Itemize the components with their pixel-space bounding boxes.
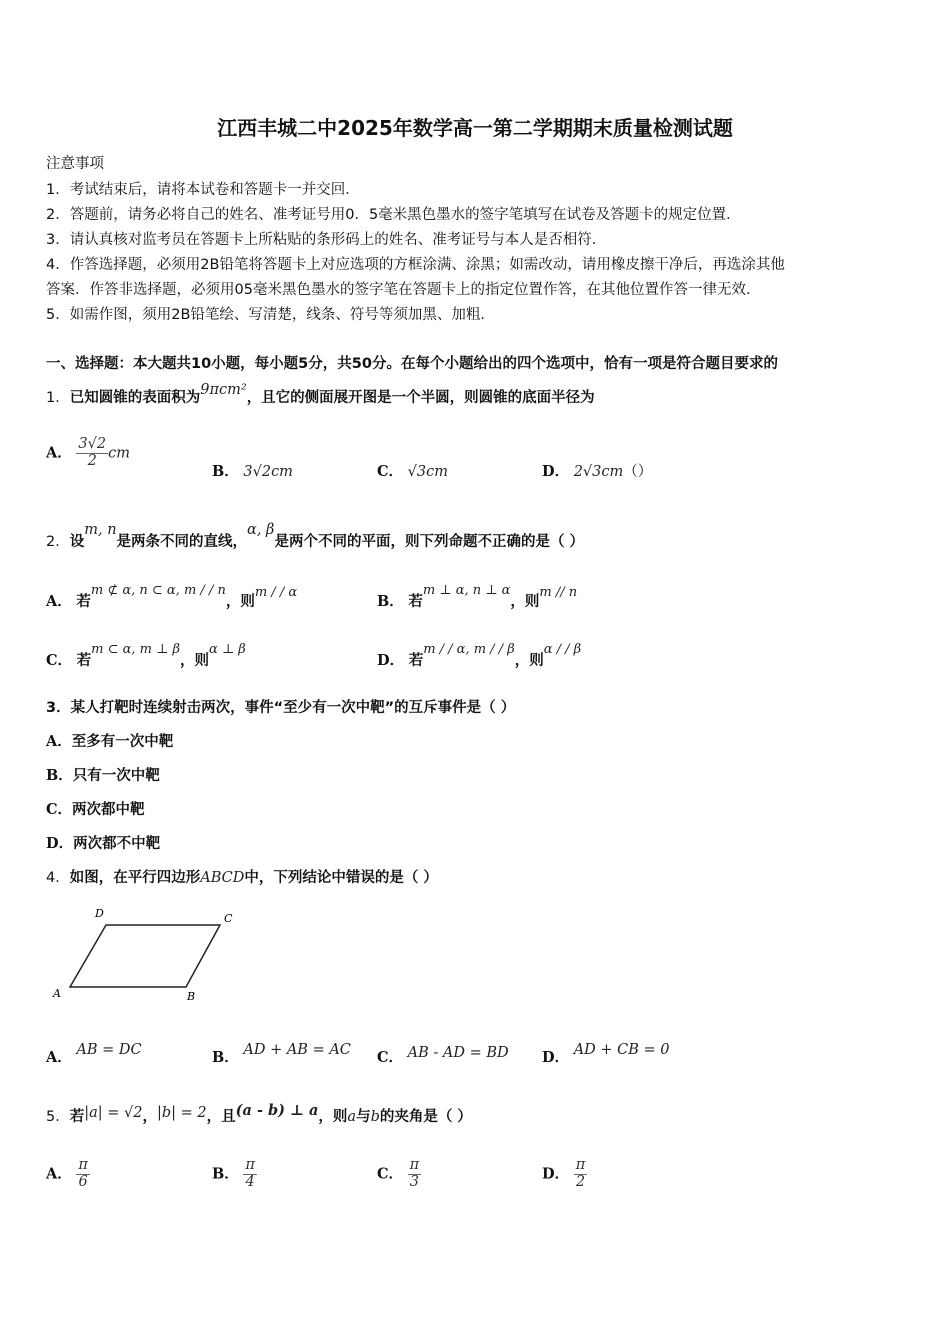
fraction-numerator: 3√2 bbox=[78, 436, 107, 452]
parallelogram-shape bbox=[70, 925, 220, 987]
option-math: m ⊂ α, m ⊥ β bbox=[91, 642, 181, 657]
parallelogram-figure bbox=[50, 905, 250, 1005]
question-number: 1． bbox=[46, 390, 70, 406]
option-label: B． bbox=[212, 1165, 239, 1183]
question-text: ，则 bbox=[318, 1109, 348, 1125]
question-text: 的夹角是（ ） bbox=[379, 1109, 472, 1125]
math-expression: 9πcm² bbox=[200, 382, 247, 398]
notice-item: 答案．作答非选择题，必须用05毫米黑色墨水的签字笔在答题卡上的指定位置作答，在其他位置作答一律无效． bbox=[46, 282, 761, 298]
question-text: 中，下列结论中错误的是（ ） bbox=[244, 870, 438, 886]
option-label: B． bbox=[212, 1049, 239, 1066]
option-text: ，则 bbox=[225, 594, 255, 610]
option-label: C． bbox=[377, 1165, 404, 1183]
math-expression: b bbox=[370, 1109, 380, 1125]
notice-item: 4．作答选择题，必须用2B铅笔将答题卡上对应选项的方框涂满、涂黑；如需改动，请用橡皮擦干净后，再选涂其他 bbox=[46, 257, 785, 273]
fraction bbox=[76, 1158, 90, 1191]
q1-option-b[interactable] bbox=[212, 460, 293, 481]
question-text: ， bbox=[142, 1109, 157, 1125]
question-5 bbox=[46, 1102, 472, 1126]
question-text: 若 bbox=[69, 1109, 85, 1125]
fraction-numerator: π bbox=[245, 1157, 255, 1173]
option-label: A． bbox=[46, 1165, 72, 1183]
question-number: 5． bbox=[46, 1109, 70, 1125]
option-text: 两次都不中靶 bbox=[73, 836, 161, 852]
q5-option-b[interactable] bbox=[212, 1158, 257, 1191]
math-expression: |a| = √2 bbox=[84, 1105, 143, 1121]
option-text: ，则 bbox=[180, 653, 210, 669]
option-text: 若 bbox=[408, 594, 423, 610]
q3-option-c[interactable] bbox=[46, 798, 145, 819]
section-heading: 一、选择题：本大题共10小题，每小题5分，共50分。在每个小题给出的四个选项中，恰有一项是符合题目要求的 bbox=[46, 356, 778, 372]
question-text: 是两个不同的平面，则下列命题不正确的是（ ） bbox=[274, 534, 584, 550]
notice-item: 2．答题前，请务必将自己的姓名、准考证号用0．5毫米黑色墨水的签字笔填写在试卷及答题卡的规定位置． bbox=[46, 207, 741, 223]
option-text: 若 bbox=[408, 653, 424, 669]
vertex-label-b: B bbox=[187, 990, 196, 1003]
notice-item: 1．考试结束后，请将本试卷和答题卡一并交回． bbox=[46, 182, 360, 198]
option-math: m // n bbox=[539, 585, 578, 600]
math-expression: (a - b) ⊥ a bbox=[235, 1102, 319, 1119]
question-text: 如图，在平行四边形 bbox=[69, 870, 201, 886]
option-text: 只有一次中靶 bbox=[72, 768, 160, 784]
q2-option-d[interactable] bbox=[377, 642, 582, 670]
fraction bbox=[408, 1158, 422, 1191]
q2-option-b[interactable] bbox=[377, 583, 578, 611]
option-label: D． bbox=[542, 1049, 570, 1066]
q5-option-d[interactable] bbox=[542, 1158, 587, 1191]
math-expression: α, β bbox=[247, 522, 275, 538]
page-title: 江西丰城二中2025年数学高一第二学期期末质量检测试题 bbox=[217, 116, 733, 140]
unit: cm bbox=[108, 445, 130, 462]
option-math: α ⊥ β bbox=[209, 642, 246, 657]
option-text: ，则 bbox=[514, 653, 544, 669]
option-label: A． bbox=[46, 593, 72, 610]
option-label: B． bbox=[377, 593, 404, 610]
option-text: 两次都中靶 bbox=[72, 802, 145, 818]
q4-option-d[interactable] bbox=[542, 1042, 670, 1067]
option-math: α / / β bbox=[543, 642, 582, 657]
option-math: AD + AB = AC bbox=[243, 1042, 351, 1058]
option-math: 3√2cm bbox=[243, 464, 293, 480]
fraction-denominator: 2 bbox=[87, 452, 97, 469]
option-text: 至多有一次中靶 bbox=[71, 734, 174, 750]
vertex-label-d: D bbox=[95, 907, 104, 920]
question-text: ，且它的侧面展开图是一个半圆，则圆锥的底面半径为 bbox=[246, 390, 595, 406]
q3-option-b[interactable] bbox=[46, 764, 160, 785]
option-label: C． bbox=[46, 801, 73, 818]
option-label: D． bbox=[377, 652, 405, 669]
question-3: 3．某人打靶时连续射击两次，事件“至少有一次中靶”的互斥事件是（ ） bbox=[46, 700, 516, 716]
option-label: D． bbox=[46, 835, 74, 852]
option-math: m / / α, m / / β bbox=[423, 642, 515, 657]
option-label: A． bbox=[46, 444, 72, 462]
q4-option-b[interactable] bbox=[212, 1042, 351, 1067]
option-label: A． bbox=[46, 1049, 72, 1066]
question-text: 已知圆锥的表面积为 bbox=[69, 390, 201, 406]
q4-option-c[interactable] bbox=[377, 1046, 509, 1067]
option-label: C． bbox=[377, 463, 404, 480]
option-text: ，则 bbox=[510, 594, 540, 610]
question-number: 2． bbox=[46, 534, 70, 550]
option-label: D． bbox=[542, 463, 570, 480]
option-label: B． bbox=[46, 767, 73, 784]
fraction-numerator: π bbox=[409, 1157, 420, 1173]
fraction bbox=[574, 1158, 588, 1191]
option-label: C． bbox=[46, 652, 73, 669]
question-1 bbox=[46, 382, 595, 407]
question-number: 4． bbox=[46, 870, 70, 886]
notice-item: 3．请认真核对监考员在答题卡上所粘贴的条形码上的姓名、准考证号与本人是否相符． bbox=[46, 232, 607, 248]
option-text: 若 bbox=[76, 594, 91, 610]
question-4 bbox=[46, 866, 438, 887]
q4-option-a[interactable] bbox=[46, 1042, 142, 1067]
q1-option-c[interactable] bbox=[377, 460, 448, 481]
question-2 bbox=[46, 522, 584, 551]
answer-bracket: （） bbox=[623, 464, 653, 480]
option-math: m ⊄ α, n ⊂ α, m / / n bbox=[90, 583, 226, 598]
question-text: 是两条不同的直线， bbox=[116, 534, 248, 550]
math-expression: m, n bbox=[84, 522, 117, 538]
fraction-denominator: 3 bbox=[409, 1173, 420, 1190]
option-label: A． bbox=[46, 733, 72, 750]
fraction-numerator: π bbox=[575, 1157, 586, 1173]
fraction bbox=[243, 1158, 257, 1191]
option-math: AB = DC bbox=[76, 1042, 142, 1058]
fraction-denominator: 6 bbox=[78, 1173, 88, 1190]
question-text: 设 bbox=[69, 534, 85, 550]
math-expression: |b| = 2 bbox=[156, 1105, 207, 1121]
fraction-numerator: π bbox=[78, 1157, 88, 1173]
q5-option-a[interactable] bbox=[46, 1158, 90, 1191]
math-expression: ABCD bbox=[200, 870, 245, 886]
vertex-label-a: A bbox=[53, 987, 61, 1000]
notice-item: 5．如需作图，须用2B铅笔绘、写清楚，线条、符号等须加黑、加粗． bbox=[46, 307, 495, 323]
math-expression: a bbox=[347, 1109, 357, 1125]
option-text: 若 bbox=[76, 653, 92, 669]
option-math: 2√3cm bbox=[573, 464, 624, 480]
q3-option-d[interactable] bbox=[46, 832, 160, 853]
option-math: m ⊥ α, n ⊥ α bbox=[422, 583, 511, 598]
notice-heading: 注意事项 bbox=[46, 156, 104, 172]
q2-option-c[interactable] bbox=[46, 642, 246, 670]
option-label: C． bbox=[377, 1049, 404, 1066]
option-math: AB - AD = BD bbox=[407, 1045, 509, 1061]
question-text: ，且 bbox=[206, 1109, 236, 1125]
q1-option-d[interactable] bbox=[542, 460, 652, 481]
fraction-denominator: 2 bbox=[575, 1173, 586, 1190]
option-label: D． bbox=[542, 1165, 570, 1183]
option-label: B． bbox=[212, 463, 239, 480]
q1-option-a[interactable] bbox=[46, 437, 130, 470]
question-text: 与 bbox=[356, 1109, 371, 1125]
option-math: √3cm bbox=[407, 464, 448, 480]
fraction bbox=[76, 437, 108, 470]
fraction-denominator: 4 bbox=[245, 1173, 255, 1190]
q5-option-c[interactable] bbox=[377, 1158, 421, 1191]
option-math: m / / α bbox=[254, 585, 298, 600]
q2-option-a[interactable] bbox=[46, 583, 298, 611]
vertex-label-c: C bbox=[224, 912, 233, 925]
q3-option-a[interactable] bbox=[46, 730, 173, 751]
option-math: AD + CB = 0 bbox=[573, 1042, 670, 1058]
